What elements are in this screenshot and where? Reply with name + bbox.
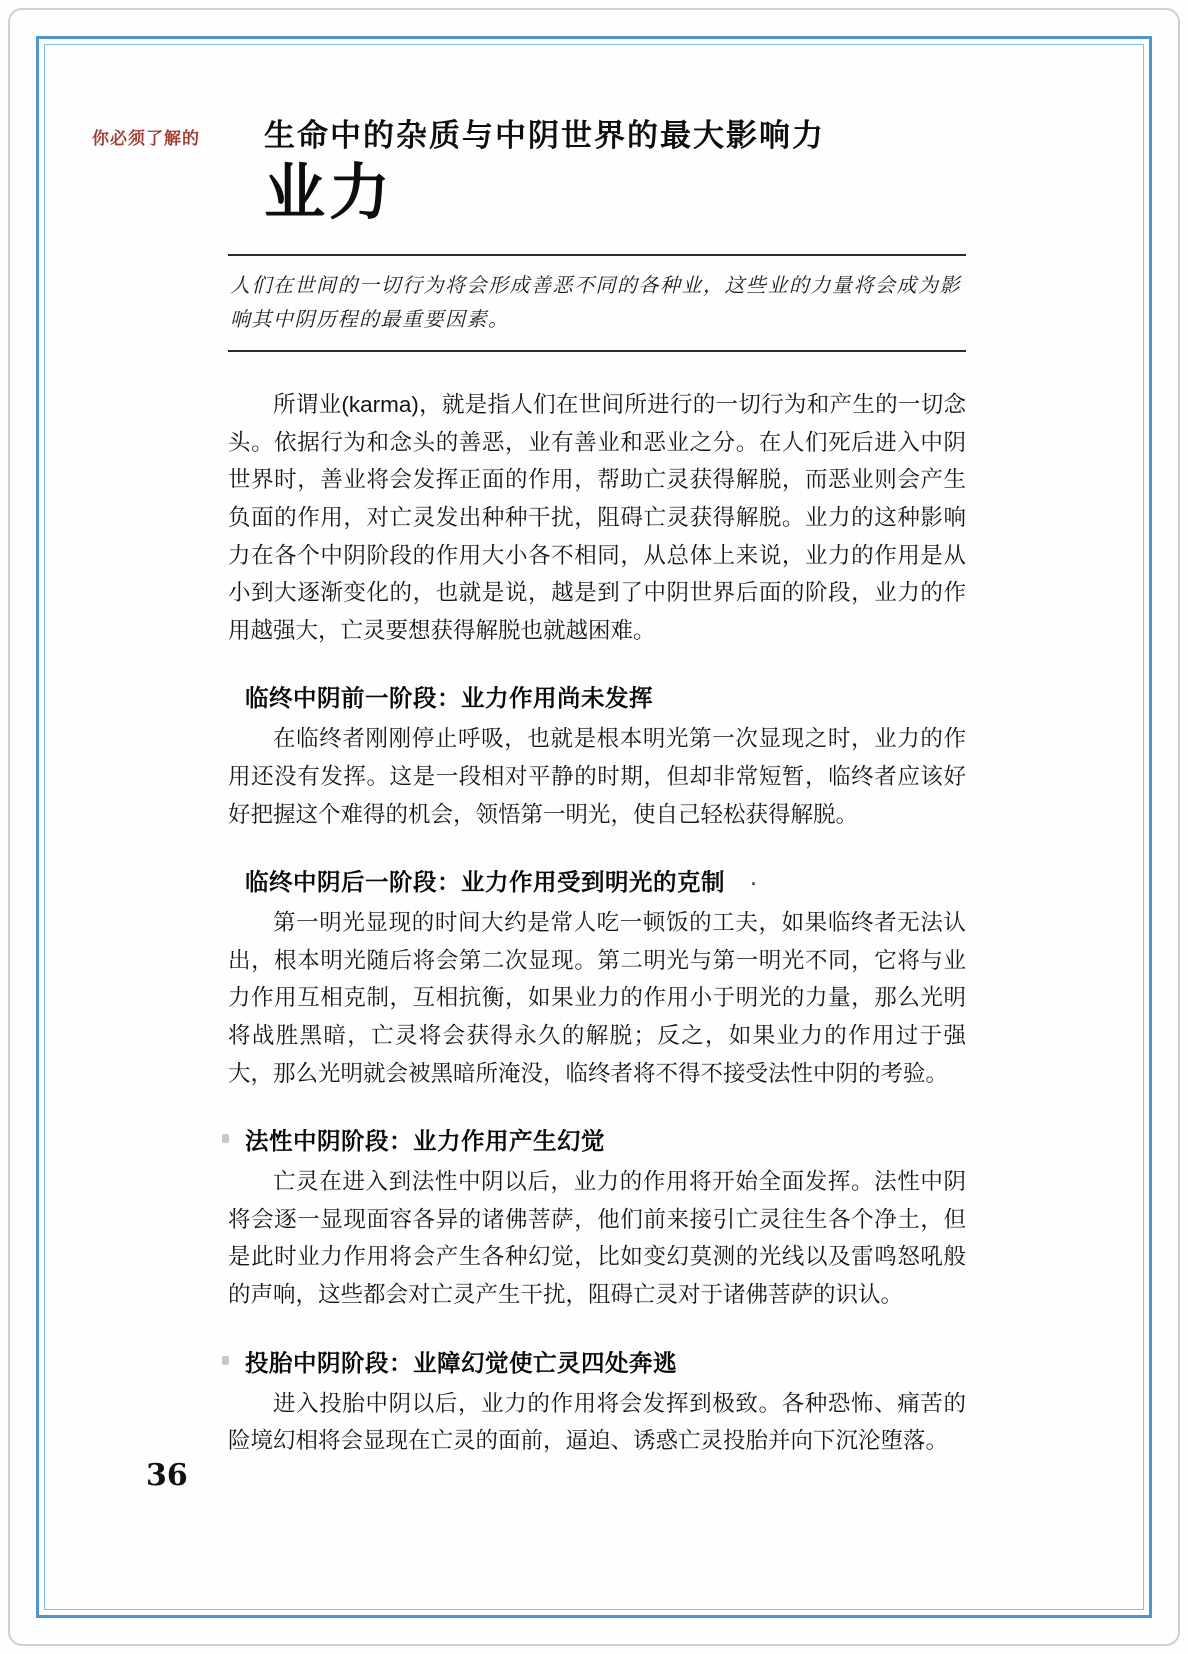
section-rebirth-bardo	[228, 1344, 966, 1460]
section-dying-bardo-before	[228, 679, 966, 833]
section-dying-bardo-after	[228, 863, 966, 1092]
section-body: 第一明光显现的时间大约是常人吃一顿饭的工夫，如果临终者无法认出，根本明光随后将会第二次显现。第二明光与第一明光不同，它将与业力作用互相克制，互相抗衡，如果业力的作用小于明光的力量，那么光明将战胜黑暗，亡灵将会获得永久的解脱；反之，如果业力的作用过于强大，那么光明就会被黑暗所淹没，临终者将不得不接受法性中阴的考验。	[228, 910, 966, 1086]
lede-text: 人们在世间的一切行为将会形成善恶不同的各种业，这些业的力量将会成为影响其中阴历程的最重要因素。	[230, 273, 961, 332]
page-number: 36	[146, 1458, 188, 1493]
section-body: 进入投胎中阴以后，业力的作用将会发挥到极致。各种恐怖、痛苦的险境幻相将会显现在亡灵的面前，逼迫、诱惑亡灵投胎并向下沉沦堕落。	[228, 1390, 966, 1454]
section-heading	[228, 679, 966, 713]
scan-speck	[222, 1134, 229, 1143]
section-body: 亡灵在进入到法性中阴以后，业力的作用将开始全面发挥。法性中阴将会逐一显现面容各异的诸佛菩萨，他们前来接引亡灵往生各个净土，但是此时业力作用将会产生各种幻觉，比如变幻莫测的光线以及雷鸣怒吼般的声响，这些都会对亡灵产生干扰，阻碍亡灵对于诸佛菩萨的识认。	[228, 1169, 966, 1307]
section-heading	[228, 1122, 966, 1156]
section-body: 在临终者刚刚停止呼吸，也就是根本明光第一次显现之时，业力的作用还没有发挥。这是一段相对平静的时期，但却非常短暂，临终者应该好好把握这个难得的机会，领悟第一明光，使自己轻松获得解脱。	[228, 726, 966, 827]
section-heading-text: 临终中阴前一阶段：业力作用尚未发挥	[245, 685, 653, 712]
eyebrow-label: 你必须了解的	[92, 129, 200, 148]
lede-box	[228, 254, 966, 352]
page-content	[46, 46, 1142, 1608]
section-heading	[228, 1344, 966, 1378]
scan-speck	[222, 1356, 229, 1365]
intro-paragraph: 所谓业(karma)，就是指人们在世间所进行的一切行为和产生的一切念头。依据行为和念头的善恶，业有善业和恶业之分。在人们死后进入中阴世界时，善业将会发挥正面的作用，帮助亡灵获得解脱，而恶业则会产生负面的作用，对亡灵发出种种干扰，阻碍亡灵获得解脱。业力的这种影响力在各个中阴阶段的作用大小各不相同，从总体上来说，业力的作用是从小到大逐渐变化的，也就是说，越是到了中阴世界后面的阶段，业力的作用越强大，亡灵要想获得解脱也就越困难。	[228, 392, 966, 643]
section-heading-text: 临终中阴后一阶段：业力作用受到明光的克制	[245, 869, 725, 896]
title-block	[264, 118, 966, 229]
section-heading-text: 投胎中阴阶段：业障幻觉使亡灵四处奔逃	[245, 1349, 677, 1376]
page-title: 业力	[264, 157, 395, 229]
section-dharmata-bardo	[228, 1122, 966, 1313]
text-column	[228, 118, 966, 1460]
section-heading-text: 法性中阴阶段：业力作用产生幻觉	[245, 1128, 605, 1155]
section-heading	[228, 863, 966, 897]
chapter-subtitle: 生命中的杂质与中阴世界的最大影响力	[264, 118, 825, 154]
scan-speck: ·	[751, 873, 758, 894]
